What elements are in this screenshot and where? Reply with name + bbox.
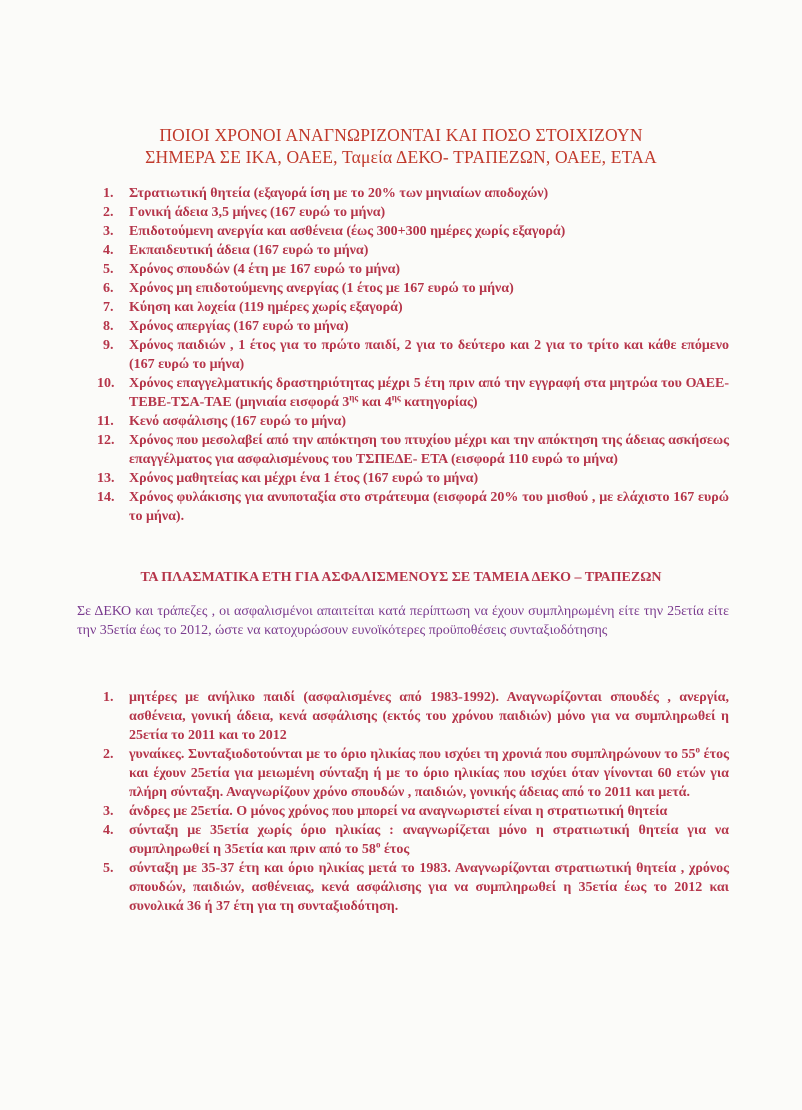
list-number: 14. (97, 490, 115, 505)
list-number: 8. (103, 319, 114, 334)
list-text: Χρόνος επαγγελματικής δραστηριότητας μέχρι 5 έτη πριν από την εγγραφή στα μητρώα του ΟΑΕΕ- ΤΕΒΕ-ΤΣΑ-ΤΑΕ (μηνιαία εισφορά 3 (129, 376, 729, 410)
list-number: 2. (103, 205, 114, 220)
document-title (60, 124, 742, 168)
list-item (103, 859, 729, 916)
list-text: κατηγορίας) (400, 395, 478, 410)
list-text: και 4 (358, 395, 392, 410)
superscript: ο (375, 839, 381, 850)
list-item (103, 336, 729, 374)
list-item (103, 260, 729, 279)
list-text: Χρόνος μη επιδοτούμενης ανεργίας (1 έτος με 167 ευρώ το μήνα) (129, 281, 514, 296)
list-text: Χρόνος παιδιών , 1 έτος για το πρώτο παιδί, 2 για το δεύτερο και 2 για το τρίτο και κάθε επόμενο (167 ευρώ το μήνα) (129, 338, 729, 372)
list-text: Χρόνος σπουδών (4 έτη με 167 ευρώ το μήνα) (129, 262, 401, 277)
title-line-2: ΣΗΜΕΡΑ ΣΕ ΙΚΑ, ΟΑΕΕ, Ταμεία ΔΕΚΟ- ΤΡΑΠΕΖΩΝ, ΟΑΕΕ, ΕΤΑΑ (145, 147, 657, 167)
list-number: 1. (103, 186, 114, 201)
list-item (103, 241, 729, 260)
list-item (103, 203, 729, 222)
list-number: 4. (103, 243, 114, 258)
superscript: ης (391, 392, 401, 403)
list-item (97, 431, 729, 469)
list-text: έτος (380, 842, 410, 857)
list-item (97, 374, 729, 412)
list-text: σύνταξη με 35ετία χωρίς όριο ηλικίας : αναγνωρίζεται μόνο η στρατιωτική θητεία για να συμπληρωθεί η 35ετία και πριν από το 58 (129, 823, 729, 857)
list-number: 3. (103, 224, 114, 239)
list-item (103, 222, 729, 241)
list-item (103, 298, 729, 317)
notional-years-list (103, 688, 729, 916)
list-text: Εκπαιδευτική άδεια (167 ευρώ το μήνα) (129, 243, 369, 258)
list-number: 10. (97, 376, 115, 391)
list-number: 13. (97, 471, 115, 486)
list-number: 9. (103, 338, 114, 353)
list-item (103, 184, 729, 203)
list-text: μητέρες με ανήλικο παιδί (ασφαλισμένες από 1983-1992). Αναγνωρίζονται σπουδές , ανεργία, ασθένεια, γονική άδεια, κενά ασφάλισης (εκτός του χρόνου παιδιών) μόνο για να συμπληρωθεί η 25ετία το 2011 και το 2012 (129, 690, 729, 743)
list-text: σύνταξη με 35-37 έτη και όριο ηλικίας μετά το 1983. Αναγνωρίζονται στρατιωτική θητεία , χρόνος σπουδών, παιδιών, ασθένειας, κενά ασφάλισης για να συμπληρωθεί η 35ετία έως το 2012 και συνολικά 36 ή 37 έτη για τη συνταξιοδότηση. (129, 861, 729, 914)
list-number: 2. (103, 747, 114, 762)
list-text: Χρόνος φυλάκισης για ανυποταξία στο στράτευμα (εισφορά 20% του μισθού , με ελάχιστο 167 ευρώ το μήνα). (129, 490, 729, 524)
list-number: 6. (103, 281, 114, 296)
list-text: Γονική άδεια 3,5 μήνες (167 ευρώ το μήνα) (129, 205, 386, 220)
list-text: Κύηση και λοχεία (119 ημέρες χωρίς εξαγορά) (129, 300, 403, 315)
list-number: 4. (103, 823, 114, 838)
list-number: 7. (103, 300, 114, 315)
list-item (97, 469, 729, 488)
superscript: ης (349, 392, 359, 403)
list-item (103, 688, 729, 745)
superscript: ο (695, 744, 700, 755)
section-heading: ΤΑ ΠΛΑΣΜΑΤΙΚΑ ΕΤΗ ΓΙΑ ΑΣΦΑΛΙΣΜΕΝΟΥΣ ΣΕ ΤΑΜΕΙΑ ΔΕΚΟ – ΤΡΑΠΕΖΩΝ (140, 570, 662, 585)
list-text: Χρόνος που μεσολαβεί από την απόκτηση του πτυχίου μέχρι και την απόκτηση της άδειας ασκήσεως επαγγέλματος για ασφαλισμένους του ΤΣΠΕΔΕ- ΕΤΑ (εισφορά 110 ευρώ το μήνα) (129, 433, 729, 467)
list-item (103, 745, 729, 802)
list-text: Επιδοτούμενη ανεργία και ασθένεια (έως 300+300 ημέρες χωρίς εξαγορά) (129, 224, 566, 239)
recognized-periods-list (97, 184, 729, 526)
list-number: 1. (103, 690, 114, 705)
list-item (97, 488, 729, 526)
list-text: Κενό ασφάλισης (167 ευρώ το μήνα) (129, 414, 346, 429)
list-text: έτος και έχουν 25ετία για μειωμένη σύνταξη ή με το όριο ηλικίας που ισχύει όταν γίνονται 60 ετών για πλήρη σύνταξη. Αναγνωρίζουν χρόνο σπουδών , παιδιών, γονικής άδειας από το 2011 και μετά. (129, 747, 730, 800)
list-text: Χρόνος απεργίας (167 ευρώ το μήνα) (129, 319, 349, 334)
title-line-1: ΠΟΙΟΙ ΧΡΟΝΟΙ ΑΝΑΓΝΩΡΙΖΟΝΤΑΙ ΚΑΙ ΠΟΣΟ ΣΤΟΙΧΙΖΟΥΝ (159, 125, 643, 145)
list-number: 11. (97, 414, 114, 429)
list-item (103, 821, 729, 859)
intro-paragraph: Σε ΔΕΚΟ και τράπεζες , οι ασφαλισμένοι απαιτείται κατά περίπτωση να έχουν συμπληρωμένη είτε την 25ετία είτε την 35ετία έως το 2012, ώστε να κατοχυρώσουν ευνοϊκότερες προϋποθέσεις συνταξιοδότησης (77, 604, 729, 638)
list-item (103, 279, 729, 298)
list-text: Στρατιωτική θητεία (εξαγορά ίση με το 20% των μηνιαίων αποδοχών) (129, 186, 549, 201)
list-item (97, 412, 729, 431)
list-number: 12. (97, 433, 115, 448)
list-number: 3. (103, 804, 114, 819)
list-number: 5. (103, 262, 114, 277)
list-text: άνδρες με 25ετία. Ο μόνος χρόνος που μπορεί να αναγνωριστεί είναι η στρατιωτική θητεία (129, 804, 668, 819)
list-number: 5. (103, 861, 114, 876)
list-item (103, 802, 729, 821)
list-text: Χρόνος μαθητείας και μέχρι ένα 1 έτος (167 ευρώ το μήνα) (129, 471, 479, 486)
list-item (103, 317, 729, 336)
list-text: γυναίκες. Συνταξιοδοτούνται με το όριο ηλικίας που ισχύει τη χρονιά που συμπληρώνουν το 55 (129, 747, 696, 762)
